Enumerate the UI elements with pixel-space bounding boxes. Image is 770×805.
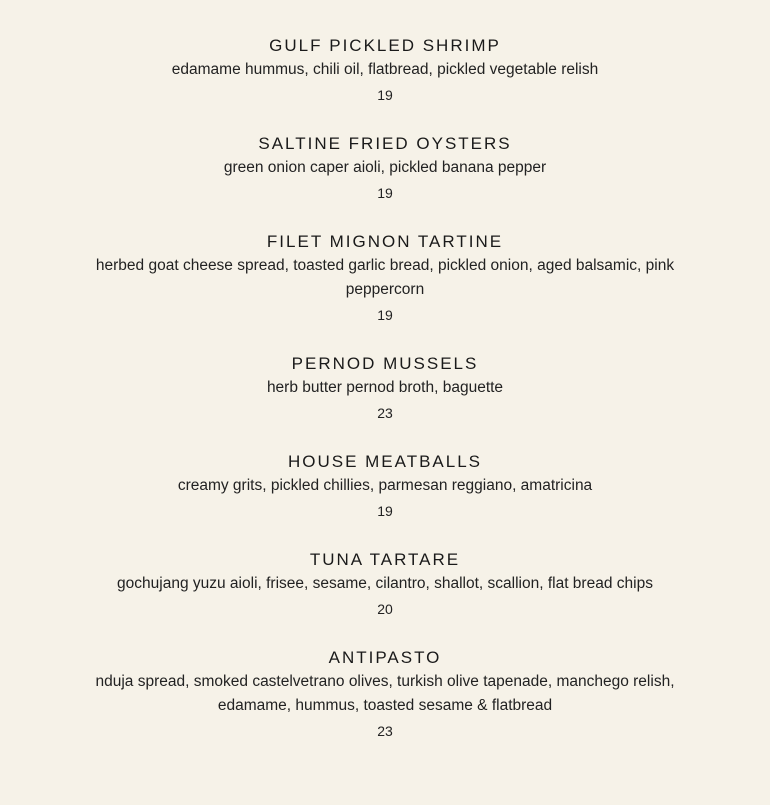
- item-name: ANTIPASTO: [328, 648, 442, 667]
- item-price: 23: [377, 723, 393, 739]
- item-price: 19: [377, 307, 393, 323]
- menu-item: [85, 352, 685, 426]
- item-description: herbed goat cheese spread, toasted garlic bread, pickled onion, aged balsamic, pink peppercorn: [95, 257, 675, 298]
- item-name: HOUSE MEATBALLS: [287, 452, 483, 471]
- item-price: 19: [377, 503, 393, 519]
- item-price: 19: [377, 185, 393, 201]
- menu-item: [85, 34, 685, 108]
- item-price: 23: [377, 405, 393, 421]
- item-description: nduja spread, smoked castelvetrano olives, turkish olive tapenade, manchego relish, edamame, hummus, toasted sesame & flatbread: [95, 673, 675, 714]
- item-name: GULF PICKLED SHRIMP: [269, 36, 501, 55]
- menu-item: [85, 450, 685, 524]
- item-description: edamame hummus, chili oil, flatbread, pickled vegetable relish: [171, 61, 599, 78]
- menu-item: [85, 132, 685, 206]
- item-name: TUNA TARTARE: [309, 550, 461, 569]
- item-description: herb butter pernod broth, baguette: [266, 379, 504, 396]
- item-name: FILET MIGNON TARTINE: [266, 232, 504, 251]
- item-description: creamy grits, pickled chillies, parmesan reggiano, amatricina: [177, 477, 593, 494]
- menu-item: [85, 548, 685, 622]
- item-name: SALTINE FRIED OYSTERS: [258, 134, 512, 153]
- item-price: 19: [377, 87, 393, 103]
- item-name: PERNOD MUSSELS: [291, 354, 479, 373]
- item-description: gochujang yuzu aioli, frisee, sesame, cilantro, shallot, scallion, flat bread chips: [117, 575, 653, 592]
- item-price: 20: [377, 601, 393, 617]
- menu-item: [85, 646, 685, 744]
- item-description: green onion caper aioli, pickled banana pepper: [223, 159, 547, 176]
- menu-item: [85, 230, 685, 328]
